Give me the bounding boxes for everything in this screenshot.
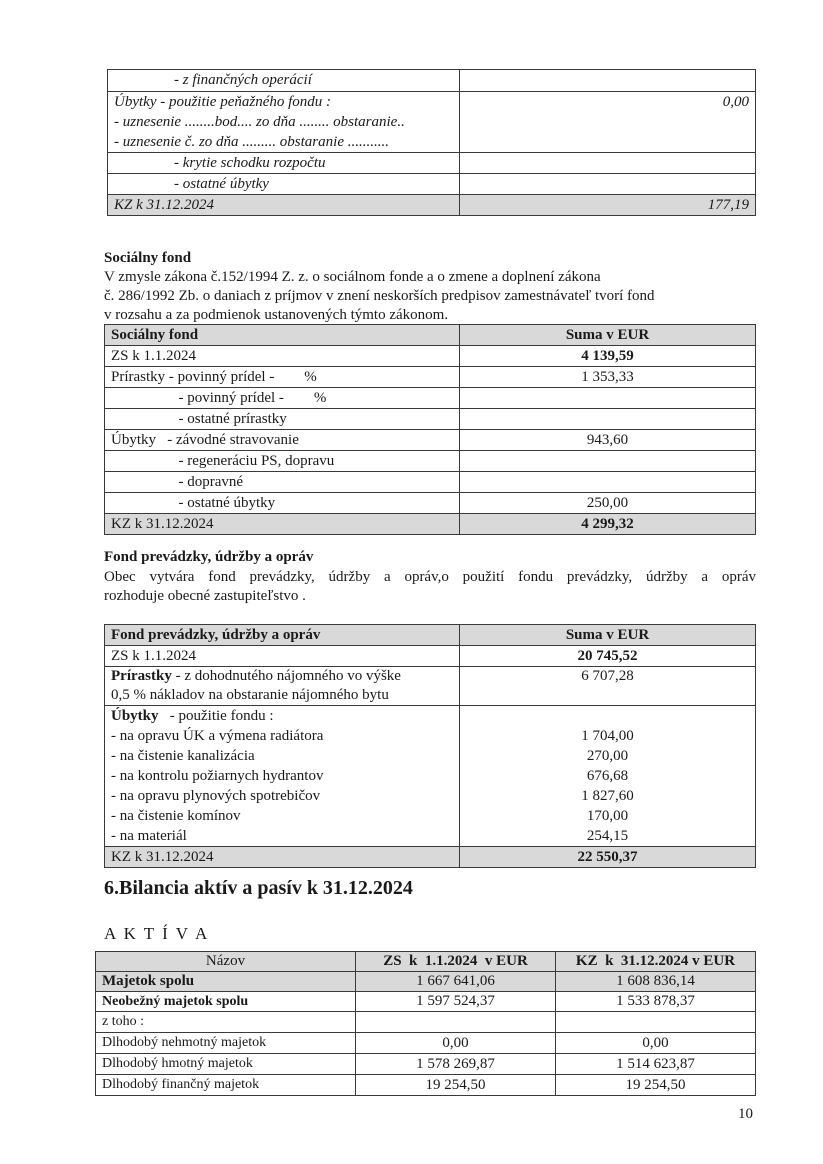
column-header: Suma v EUR <box>565 327 650 343</box>
row-value: 0,00 <box>722 94 749 110</box>
reserve-fund-table <box>107 69 756 216</box>
table-row: Dlhodobý hmotný majetok 1 578 269,87 1 514 623,87 <box>96 1054 756 1075</box>
column-header: Fond prevádzky, údržby a opráv <box>111 627 321 643</box>
table-row: - regeneráciu PS, dopravu <box>105 451 756 472</box>
table-row: z toho : <box>96 1012 756 1033</box>
table-row <box>108 92 756 153</box>
table-row: Majetok spolu 1 667 641,06 1 608 836,14 <box>96 972 756 992</box>
table-row <box>108 174 756 195</box>
table-row: ZS k 1.1.2024 4 139,59 <box>105 346 756 367</box>
table-row: ZS k 1.1.2024 20 745,52 <box>105 646 756 667</box>
table-row: Prírastky - povinný prídel - % 1 353,33 <box>105 367 756 388</box>
row-label: - ostatné úbytky <box>174 176 269 192</box>
maintenance-fund-table <box>104 624 756 868</box>
column-header: Suma v EUR <box>565 627 650 643</box>
social-fund-paragraph: V zmysle zákona č.152/1994 Z. z. o sociálnom fonde a o zmene a doplnení zákona č. 286/1992 Zb. o daniach z príjmov v znení neskorších predpisov zamestnávateľ tvorí fond v rozsahu a za podmienok ustanovených týmto zákonom. <box>104 269 655 323</box>
column-header: Názov <box>205 953 246 969</box>
table-header <box>105 625 756 646</box>
table-row: KZ k 31.12.2024 22 550,37 <box>105 847 756 868</box>
assets-table <box>95 951 756 1096</box>
table-row: Dlhodobý finančný majetok 19 254,50 19 254,50 <box>96 1075 756 1096</box>
table-row: - ostatné prírastky <box>105 409 756 430</box>
social-fund-heading: Sociálny fond <box>104 250 192 266</box>
column-header: ZS k 1.1.2024 v EUR <box>383 953 528 969</box>
table-row <box>108 70 756 92</box>
table-row <box>108 195 756 216</box>
page-number: 10 <box>738 1106 753 1122</box>
row-label: - uznesenie č. zo dňa ......... obstaranie ........... <box>114 134 389 150</box>
table-row: KZ k 31.12.2024 4 299,32 <box>105 514 756 535</box>
row-label: KZ k 31.12.2024 <box>114 197 215 213</box>
maintenance-fund-paragraph: Obec vytvára fond prevádzky, údržby a opráv,o použití fondu prevádzky, údržby a opráv rozhoduje obecné zastupiteľstvo . <box>104 569 756 604</box>
row-label: - uznesenie ........bod.... zo dňa ........ obstaranie.. <box>114 114 405 130</box>
table-row <box>108 153 756 174</box>
column-header: Sociálny fond <box>111 327 199 343</box>
row-label: Úbytky - použitie peňažného fondu : <box>114 94 332 110</box>
table-row: Prírastky - z dohodnutého nájomného vo výške 0,5 % nákladov na obstaranie nájomného bytu 6 707,28 <box>105 667 756 706</box>
table-row: Neobežný majetok spolu 1 597 524,37 1 533 878,37 <box>96 992 756 1012</box>
column-header: KZ k 31.12.2024 v EUR <box>575 953 736 969</box>
table-row: Dlhodobý nehmotný majetok 0,00 0,00 <box>96 1033 756 1054</box>
table-row: Úbytky - použitie fondu : - na opravu ÚK a výmena radiátora - na čistenie kanalizácia - na kontrolu požiarnych hydrantov - na opravu plynových spotrebičov - na čistenie komínov - na materiál 1 704,00 270,00 676,68 1 827,60 170,00 254,15 <box>105 706 756 847</box>
table-row: Úbytky - závodné stravovanie 943,60 <box>105 430 756 451</box>
table-header <box>105 325 756 346</box>
table-row: - ostatné úbytky 250,00 <box>105 493 756 514</box>
maintenance-fund-heading: Fond prevádzky, údržby a opráv <box>104 549 314 565</box>
row-value: 177,19 <box>707 197 749 213</box>
social-fund-table <box>104 324 756 535</box>
section-title: 6.Bilancia aktív a pasív k 31.12.2024 <box>104 877 413 899</box>
table-row: - povinný prídel - % <box>105 388 756 409</box>
table-header <box>96 952 756 972</box>
row-label: - z finančných operácií <box>174 72 312 88</box>
row-label: - krytie schodku rozpočtu <box>174 155 326 171</box>
aktiva-heading: A K T Í V A <box>104 924 210 943</box>
table-row: - dopravné <box>105 472 756 493</box>
